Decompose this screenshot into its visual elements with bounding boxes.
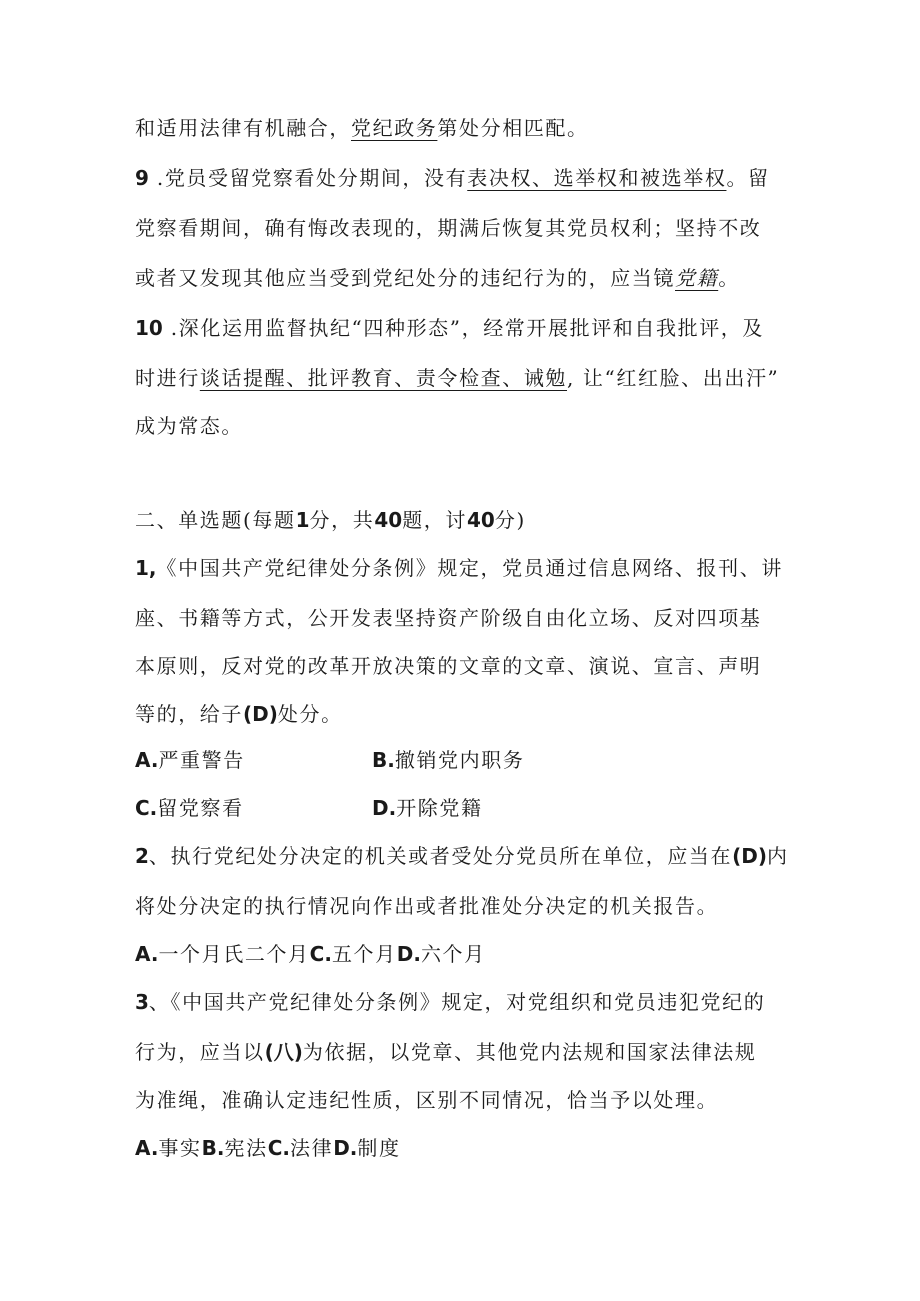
option-text: 宪法	[224, 1136, 268, 1160]
mc1-line-3: 本原则，反对党的改革开放决策的文章的文章、演说、宣言、声明	[135, 654, 762, 678]
option-text: 严重警告	[158, 748, 245, 772]
text: .深化运用监督执纪“四种形态”，经常开展批评和自我批评，及	[162, 316, 765, 340]
mc1-option-c	[135, 793, 244, 823]
underlined-answer: 党籍	[675, 266, 719, 290]
text: 。	[718, 266, 740, 290]
mc3-line-1	[135, 987, 765, 1017]
mc1-option-d	[372, 793, 483, 823]
option-key: B.	[372, 748, 395, 772]
text: 题，讨	[402, 508, 467, 532]
text: 处分。	[277, 702, 343, 726]
option-text: 一个月氏二个月	[158, 942, 310, 966]
text: .党员受留党察看处分期间，没有	[148, 166, 468, 190]
mc2-line-1	[135, 841, 789, 871]
option-key: C.	[267, 1136, 290, 1160]
option-key: D.	[333, 1136, 358, 1160]
text: 内	[767, 844, 789, 868]
text: 《中国共产党纪律处分条例》规定，党员通过信息网络、报刊、讲	[156, 556, 783, 580]
q9-line-1	[135, 163, 770, 193]
mc3-options	[135, 1133, 401, 1163]
mc1-number: 1,	[135, 556, 157, 580]
text: , 让“红红脸、出出汗”	[567, 366, 780, 390]
option-key: D.	[372, 796, 397, 820]
text: 为依据，以党章、其他党内法规和国家法律法规	[302, 1040, 757, 1064]
text: 等的，给子	[135, 702, 243, 726]
option-text: 事实	[158, 1136, 202, 1160]
q10-line-1	[135, 313, 764, 343]
mc1-option-b	[372, 745, 524, 775]
text: 或者又发现其他应当受到党纪处分的违纪行为的，应当镜	[135, 266, 675, 290]
q9-line-3	[135, 263, 740, 293]
prev-item-line-1	[135, 113, 589, 143]
option-key: D.	[396, 942, 421, 966]
option-key: B.	[201, 1136, 225, 1160]
text: 第处分相匹配。	[437, 116, 589, 140]
q10-line-3: 成为常态。	[135, 414, 243, 438]
text: 行为，应当以	[135, 1040, 265, 1064]
mc2-options	[135, 939, 486, 969]
mc1-line-1	[135, 553, 783, 583]
mc2-number: 2	[135, 844, 149, 868]
mc2-line-2: 将处分决定的执行情况向作出或者批准处分决定的机关报告。	[135, 894, 719, 918]
option-text: 法律	[289, 1136, 334, 1160]
mc1-line-4	[135, 699, 343, 729]
option-key: A.	[135, 942, 159, 966]
q10-number: 10	[135, 316, 163, 340]
section-heading	[135, 505, 526, 535]
underlined-answer: 党纪政务	[351, 116, 438, 140]
text: 分，共	[309, 508, 375, 532]
option-text: 制度	[357, 1136, 401, 1160]
underlined-answer: 谈话提醒、批评教育、责令检查、诫勉	[199, 366, 568, 390]
text: 、执行党纪处分决定的机关或者受处分党员所在单位，应当在	[148, 844, 733, 868]
q10-line-2	[135, 363, 779, 393]
number: 40	[467, 508, 495, 532]
mc3-number: 3	[135, 990, 149, 1014]
option-key: C.	[309, 942, 332, 966]
number: 1	[295, 508, 310, 532]
option-key: C.	[135, 796, 158, 820]
answer: (八)	[264, 1040, 303, 1064]
option-text: 五个月	[331, 942, 397, 966]
text: 时进行	[135, 366, 200, 390]
text: 、《中国共产党纪律处分条例》规定，对党组织和党员违犯党纪的	[148, 990, 766, 1014]
option-key: A.	[135, 1136, 159, 1160]
option-text: 开除党籍	[396, 796, 483, 820]
text: 分)	[494, 508, 526, 532]
text: 二、单选题(每题	[135, 508, 296, 532]
mc1-line-2: 座、书籍等方式，公开发表坚持资产阶级自由化立场、反对四项基	[135, 606, 762, 630]
answer: (D)	[243, 702, 278, 726]
mc1-option-a	[135, 745, 245, 775]
option-text: 留党察看	[157, 796, 244, 820]
option-text: 撤销党内职务	[394, 748, 525, 772]
mc3-line-3: 为准绳，准确认定违纪性质，区别不同情况，恰当予以处理。	[135, 1088, 719, 1112]
text: 和适用法律有机融合，	[135, 116, 351, 140]
text: 。留	[726, 166, 770, 190]
mc3-line-2	[135, 1037, 757, 1067]
number: 40	[374, 508, 403, 532]
q9-number: 9	[135, 166, 149, 190]
option-key: A.	[135, 748, 159, 772]
q9-line-2: 党察看期间，确有悔改表现的，期满后恢复其党员权利；坚持不改	[135, 216, 762, 240]
underlined-answer: 表决权、选举权和被选举权	[467, 166, 727, 190]
option-text: 六个月	[420, 942, 486, 966]
answer: (D)	[732, 844, 768, 868]
